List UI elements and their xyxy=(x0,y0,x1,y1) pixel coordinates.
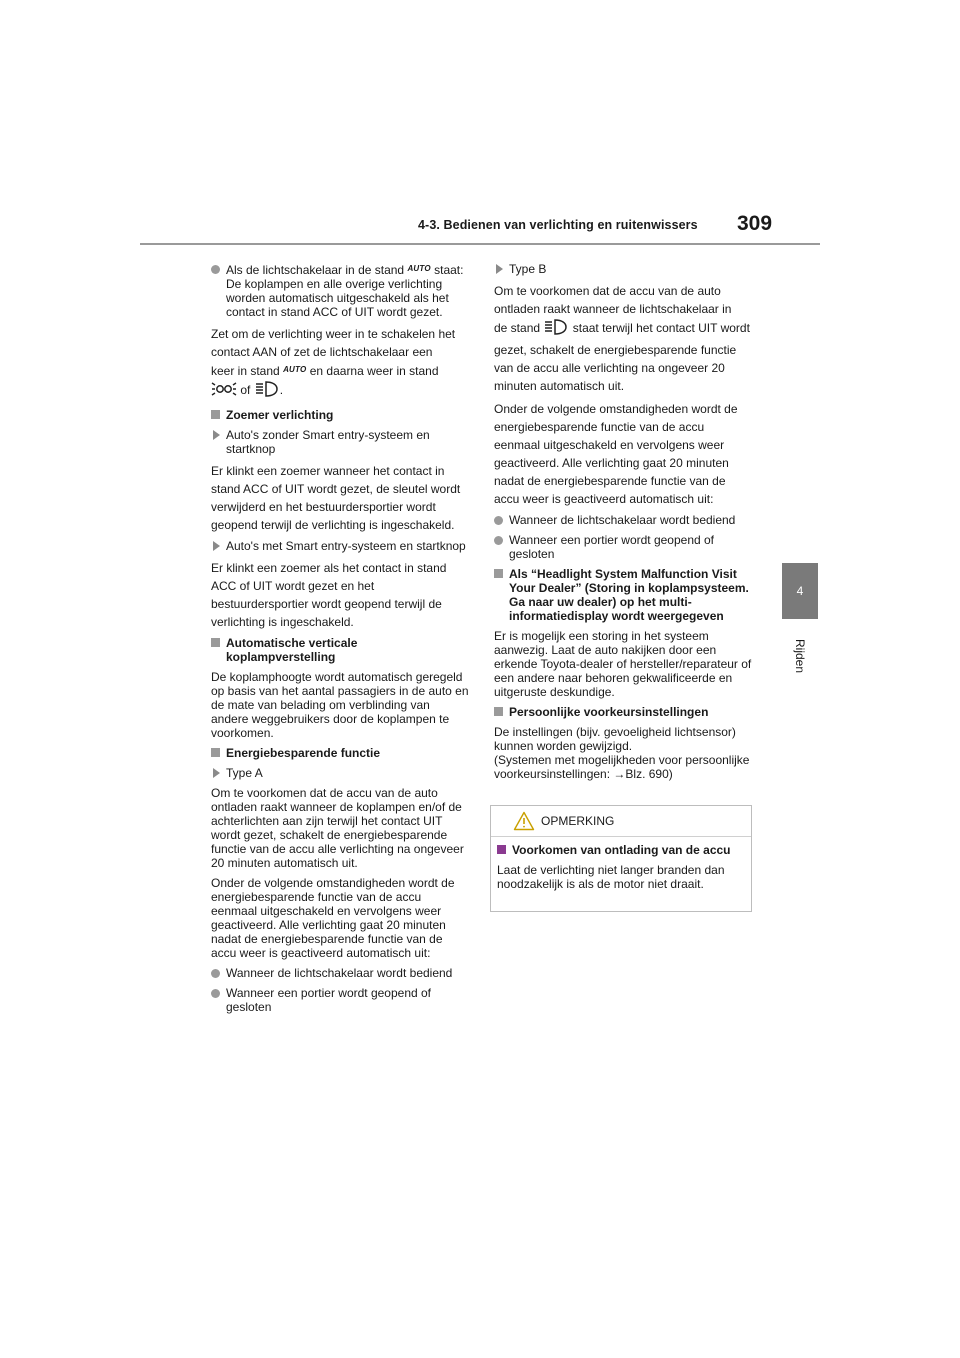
notice-header xyxy=(491,806,751,837)
chapter-label xyxy=(786,636,814,676)
paragraph: Zet om de verlichting weer in te schakelen het contact AAN of zet de lichtschakelaar een keer in stand AUTO en daarna weer in stand of . xyxy=(211,325,469,403)
list-item: Wanneer de lichtschakelaar wordt bediend xyxy=(211,966,469,980)
paragraph: Onder de volgende omstandigheden wordt de energiebesparende functie van de accu eenmaal uitgeschakeld en vervolgens weer geactiveerd. Alle verlichting gaat 20 minuten nadat de energiebesparende functie van de accu weer is geactiveerd automatisch uit: xyxy=(494,402,738,506)
variant-item: Auto's zonder Smart entry-systeem en startknop xyxy=(211,428,469,456)
variant-item: Auto's met Smart entry-systeem en startknop xyxy=(211,539,469,553)
notice-text: Laat de verlichting niet langer branden dan noodzakelijk is als de motor niet draait. xyxy=(497,863,725,891)
section-heading: Als “Headlight System Malfunction Visit Your Dealer” (Storing in koplampsysteem. Ga naar uw dealer) op het multi-informatiedisplay wordt weergegeven xyxy=(494,567,752,623)
headlamp-icon xyxy=(254,380,280,403)
tail-lamp-icon xyxy=(211,380,237,403)
header-divider xyxy=(140,243,820,245)
paragraph: Er klinkt een zoemer wanneer het contact in stand ACC of UIT wordt gezet, de sleutel wordt verwijderd en het bestuurdersportier wordt geopend terwijl de verlichting is ingeschakeld. xyxy=(211,464,461,532)
page-number: 309 xyxy=(737,212,773,235)
left-column xyxy=(211,262,469,1020)
notice-title: OPMERKING xyxy=(541,814,615,828)
list-item: Wanneer een portier wordt geopend of gesloten xyxy=(494,533,752,561)
auto-icon: AUTO xyxy=(283,365,307,374)
paragraph: Om te voorkomen dat de accu van de auto ontladen raakt wanneer de lichtschakelaar in de stand staat terwijl het contact UIT wordt gezet, schakelt de energiebesparende functie van de accu alle verlichting na ongeveer 20 minuten automatisch uit. xyxy=(494,284,750,393)
headlamp-icon xyxy=(543,318,569,341)
notice-heading: Voorkomen van ontlading van de accu xyxy=(497,843,745,857)
section-heading: Zoemer verlichting xyxy=(211,408,469,422)
paragraph: Om te voorkomen dat de accu van de auto ontladen raakt wanneer de koplampen en/of de achterlichten aan zijn terwijl het contact UIT wordt gezet, schakelt de energiebesparende functie van de accu alle verlichting na ongeveer 20 minuten automatisch uit. xyxy=(211,786,464,870)
list-item: Wanneer de lichtschakelaar wordt bediend xyxy=(494,513,752,527)
paragraph: Er klinkt een zoemer als het contact in stand ACC of UIT wordt gezet en het bestuurdersportier wordt geopend terwijl de verlichting is ingeschakeld. xyxy=(211,561,447,629)
section-heading: Automatische verticale koplampverstelling xyxy=(211,636,469,664)
auto-icon: AUTO xyxy=(407,264,431,273)
variant-item: Type A xyxy=(211,766,469,780)
paragraph: Er is mogelijk een storing in het systeem aanwezig. Laat de auto nakijken door een erkende Toyota-dealer of hersteller/reparateur of een andere naar behoren gekwalificeerde en uitgeruste deskundige. xyxy=(494,629,752,699)
section-heading: Persoonlijke voorkeursinstellingen xyxy=(494,705,752,719)
chapter-tab xyxy=(782,563,818,619)
paragraph: De instellingen (bijv. gevoeligheid lichtsensor) kunnen worden gewijzigd. (Systemen met mogelijkheden voor persoonlijke voorkeursinstellingen: →Blz. 690) xyxy=(494,725,750,781)
section-title: 4-3. Bedienen van verlichting en ruitenwissers xyxy=(418,218,698,232)
paragraph: Onder de volgende omstandigheden wordt de energiebesparende functie van de accu eenmaal uitgeschakeld en vervolgens weer geactiveerd. Alle verlichting gaat 20 minuten nadat de energiebesparende functie van de accu weer is geactiveerd automatisch uit: xyxy=(211,876,455,960)
paragraph: De koplamphoogte wordt automatisch geregeld op basis van het aantal passagiers in de auto en de mate van belading om verblinding van andere weggebruikers door de koplampen te voorkomen. xyxy=(211,670,469,740)
list-item: Wanneer een portier wordt geopend of gesloten xyxy=(211,986,469,1014)
notice-body xyxy=(491,837,751,891)
variant-item: Type B xyxy=(494,262,752,276)
list-item: Als de lichtschakelaar in de stand AUTO staat: De koplampen en alle overige verlichting worden automatisch uitgeschakeld als het contact in stand ACC of UIT wordt gezet. xyxy=(211,262,469,319)
right-column xyxy=(494,262,752,787)
notice-box xyxy=(490,805,752,912)
warning-triangle-icon xyxy=(513,811,535,836)
chapter-number: 4 xyxy=(796,584,804,598)
section-heading: Energiebesparende functie xyxy=(211,746,469,760)
chapter-label-text: Rijden xyxy=(793,638,807,674)
